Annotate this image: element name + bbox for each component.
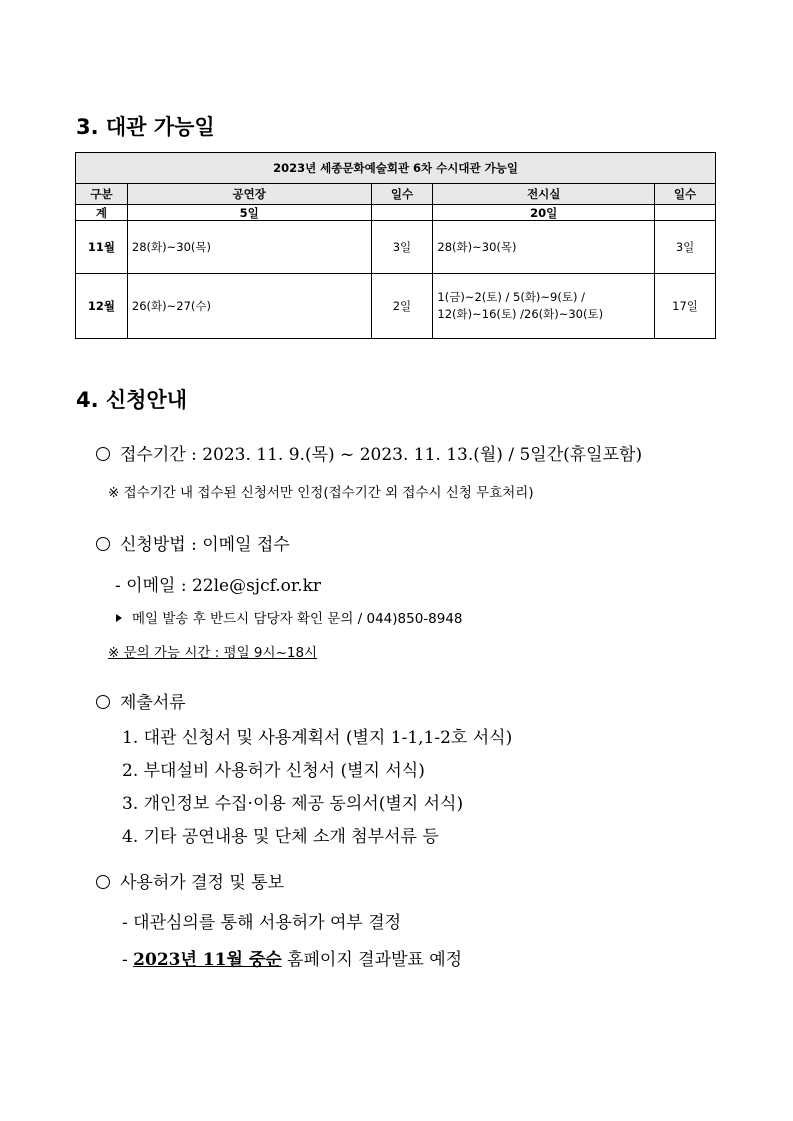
exhibition-days: 3일 bbox=[655, 221, 716, 274]
header-days: 일수 bbox=[655, 184, 716, 205]
application-period-text: 접수기간 : 2023. 11. 9.(목) ~ 2023. 11. 13.(월) / 5일간(휴일포함) bbox=[120, 445, 643, 465]
exhibition-dates-line: 1(금)~2(토) / 5(화)~9(토) / bbox=[437, 290, 585, 304]
email-line: - 이메일 : 22le@sjcf.or.kr bbox=[115, 576, 322, 596]
email-note bbox=[116, 607, 463, 627]
exhibition-days: 17일 bbox=[655, 274, 716, 339]
table-total-row bbox=[76, 205, 716, 221]
table-header-row bbox=[76, 184, 716, 205]
table-title: 2023년 세종문화예술회관 6차 수시대관 가능일 bbox=[76, 153, 716, 184]
decision-announcement-text: 홈페이지 결과발표 예정 bbox=[281, 950, 463, 970]
table-row bbox=[76, 274, 716, 339]
application-period-note: ※ 접수기간 내 접수된 신청서만 인정(접수기간 외 접수시 신청 무효처리) bbox=[108, 485, 534, 501]
application-method-text: 신청방법 : 이메일 접수 bbox=[120, 535, 290, 555]
table-title-row bbox=[76, 153, 716, 184]
documents-title-text: 제출서류 bbox=[120, 693, 186, 713]
inquiry-hours-note: ※ 문의 가능 시간 : 평일 9시~18시 bbox=[108, 645, 318, 661]
section-3-heading: 3. 대관 가능일 bbox=[76, 115, 215, 139]
application-period bbox=[96, 440, 642, 465]
header-performance-hall: 공연장 bbox=[127, 184, 371, 205]
performance-total: 5일 bbox=[127, 205, 371, 221]
performance-days: 2일 bbox=[371, 274, 433, 339]
performance-dates: 26(화)~27(수) bbox=[127, 274, 371, 339]
header-days: 일수 bbox=[371, 184, 433, 205]
section-4-heading: 4. 신청안내 bbox=[76, 388, 188, 412]
decision-announcement bbox=[122, 945, 462, 970]
exhibition-dates bbox=[433, 274, 655, 339]
empty-cell bbox=[655, 205, 716, 221]
document-item: 2. 부대설비 사용허가 신청서 (별지 서식) bbox=[122, 761, 425, 781]
decision-prefix: - bbox=[122, 950, 134, 970]
circle-bullet-icon bbox=[96, 875, 110, 889]
month-cell: 11월 bbox=[76, 221, 128, 274]
document-item: 3. 개인정보 수집·이용 제공 동의서(별지 서식) bbox=[122, 794, 464, 814]
exhibition-dates: 28(화)~30(목) bbox=[433, 221, 655, 274]
table-row bbox=[76, 221, 716, 274]
decision-title bbox=[96, 868, 284, 893]
decision-date-emphasis: 2023년 11월 중순 bbox=[133, 950, 282, 970]
availability-table bbox=[75, 152, 716, 339]
document-item: 4. 기타 공연내용 및 단체 소개 첨부서류 등 bbox=[122, 827, 439, 847]
email-note-text: 메일 발송 후 반드시 담당자 확인 문의 / 044)850-8948 bbox=[132, 611, 463, 627]
header-category: 구분 bbox=[76, 184, 128, 205]
performance-dates: 28(화)~30(목) bbox=[127, 221, 371, 274]
header-exhibition-hall: 전시실 bbox=[433, 184, 655, 205]
performance-days: 3일 bbox=[371, 221, 433, 274]
circle-bullet-icon bbox=[96, 447, 110, 461]
decision-title-text: 사용허가 결정 및 통보 bbox=[120, 873, 285, 893]
document-item: 1. 대관 신청서 및 사용계획서 (별지 1-1,1-2호 서식) bbox=[122, 728, 513, 748]
application-method bbox=[96, 530, 290, 555]
total-label: 계 bbox=[76, 205, 128, 221]
month-cell: 12월 bbox=[76, 274, 128, 339]
triangle-bullet-icon bbox=[116, 614, 122, 622]
exhibition-dates-line: 12(화)~16(토) /26(화)~30(토) bbox=[437, 307, 604, 321]
circle-bullet-icon bbox=[96, 537, 110, 551]
circle-bullet-icon bbox=[96, 695, 110, 709]
exhibition-total: 20일 bbox=[433, 205, 655, 221]
decision-line: - 대관심의를 통해 서용허가 여부 결정 bbox=[122, 913, 402, 933]
documents-title bbox=[96, 688, 186, 713]
empty-cell bbox=[371, 205, 433, 221]
